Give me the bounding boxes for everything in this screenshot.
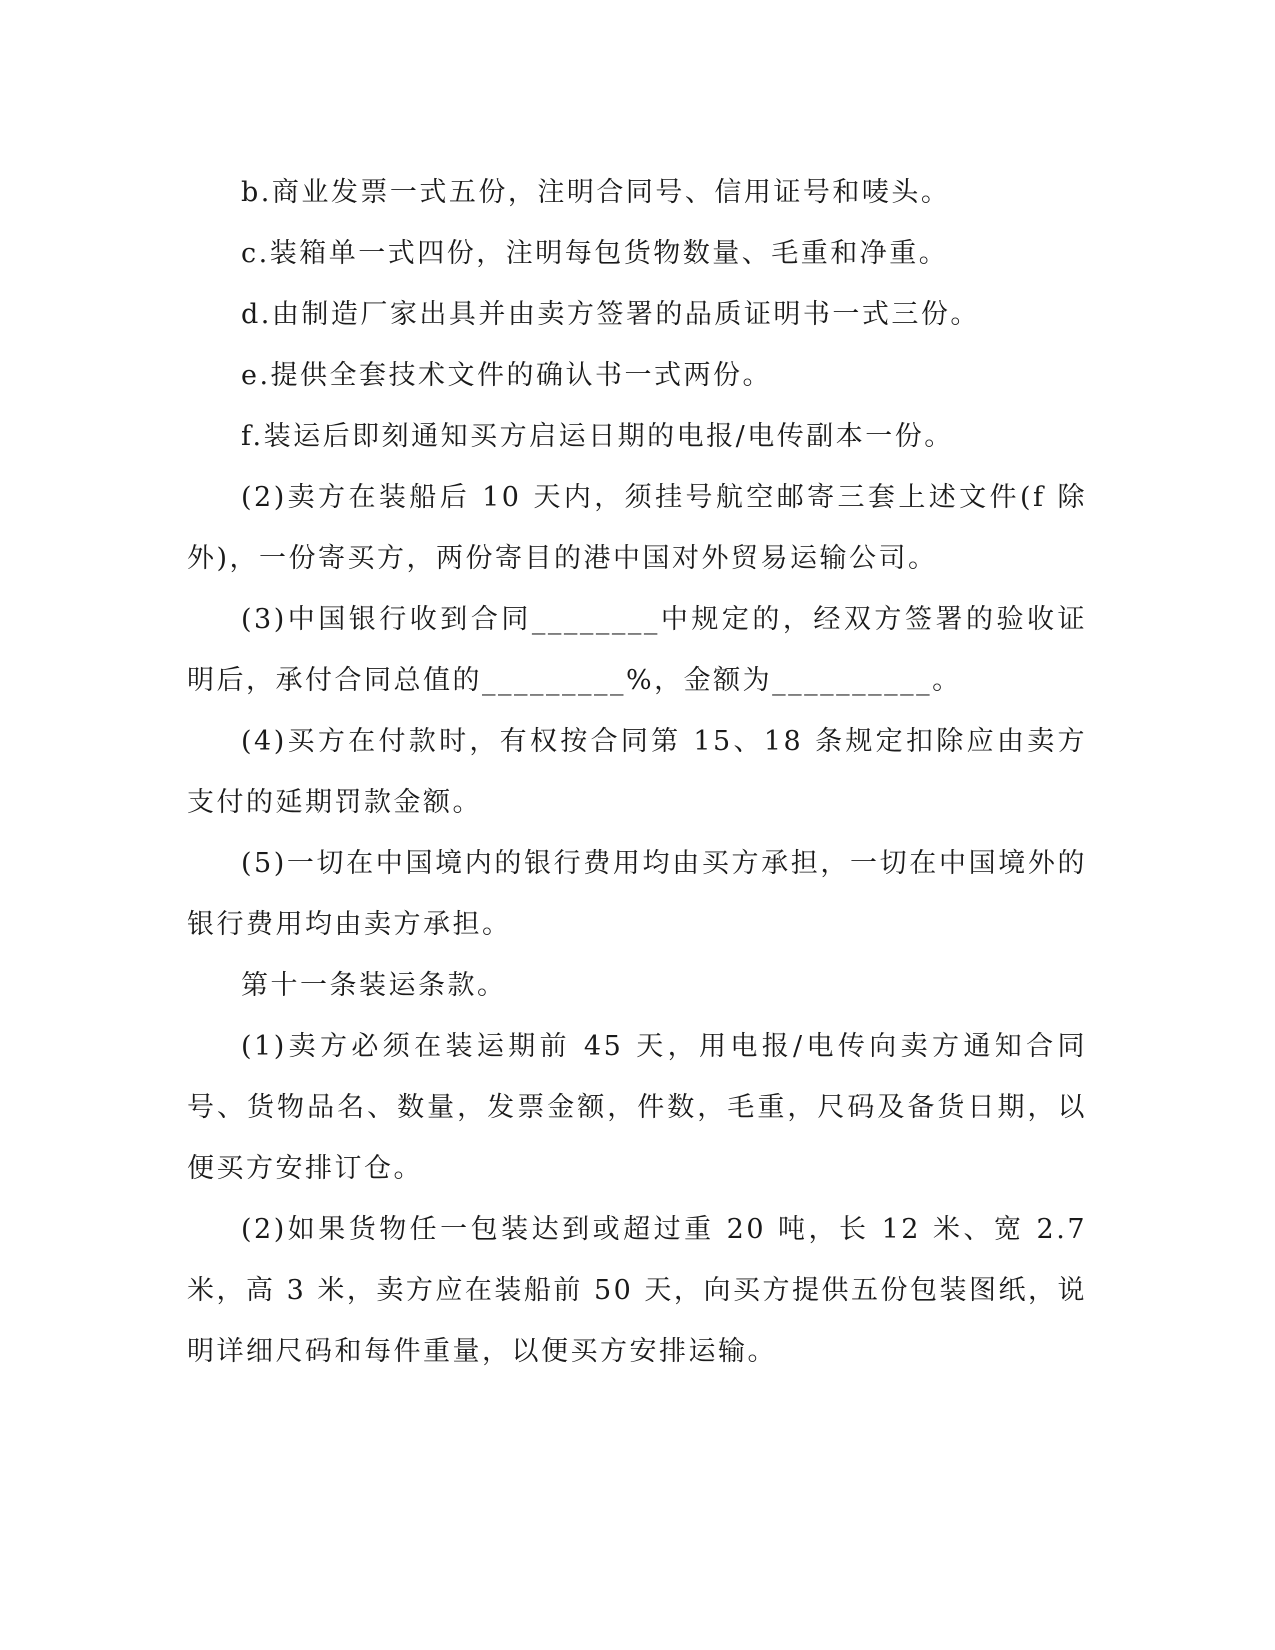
paragraph-shipment-advice: (1)卖方必须在装运期前 45 天，用电报/电传向卖方通知合同号、货物品名、数量，发票金额，件数，毛重，尺码及备货日期，以便买方安排订仓。 (187, 1031, 1087, 1184)
paragraph-mailing-documents: (2)卖方在装船后 10 天内，须挂号航空邮寄三套上述文件(f 除外)，一份寄买方，两份寄目的港中国对外贸易运输公司。 (187, 482, 1087, 574)
paragraph-quality-certificate: d.由制造厂家出具并由卖方签署的品质证明书一式三份。 (241, 299, 980, 330)
paragraph-invoice: b.商业发票一式五份，注明合同号、信用证号和唛头。 (241, 177, 951, 208)
paragraph-penalty-deduction: (4)买方在付款时，有权按合同第 15、18 条规定扣除应由卖方支付的延期罚款金额。 (187, 726, 1087, 818)
paragraph-bank-charges: (5)一切在中国境内的银行费用均由买方承担，一切在中国境外的银行费用均由卖方承担。 (187, 848, 1087, 940)
paragraph-package-drawings: (2)如果货物任一包装达到或超过重 20 吨，长 12 米、宽 2.7 米，高 3 米，卖方应在装船前 50 天，向买方提供五份包装图纸，说明详细尺码和每件重量，以便买方安排运输。 (187, 1214, 1087, 1367)
paragraph-packing-list: c.装箱单一式四份，注明每包货物数量、毛重和净重。 (241, 238, 949, 269)
article-heading: 第十一条装运条款。 (241, 970, 507, 1001)
paragraph-shipment-notice: f.装运后即刻通知买方启运日期的电报/电传副本一份。 (241, 421, 954, 452)
paragraph-technical-documents: e.提供全套技术文件的确认书一式两份。 (241, 360, 773, 391)
document-body (187, 162, 1087, 1382)
paragraph-bank-acceptance: (3)中国银行收到合同________中规定的，经双方签署的验收证明后，承付合同总值的_________%，金额为__________。 (187, 604, 1087, 696)
